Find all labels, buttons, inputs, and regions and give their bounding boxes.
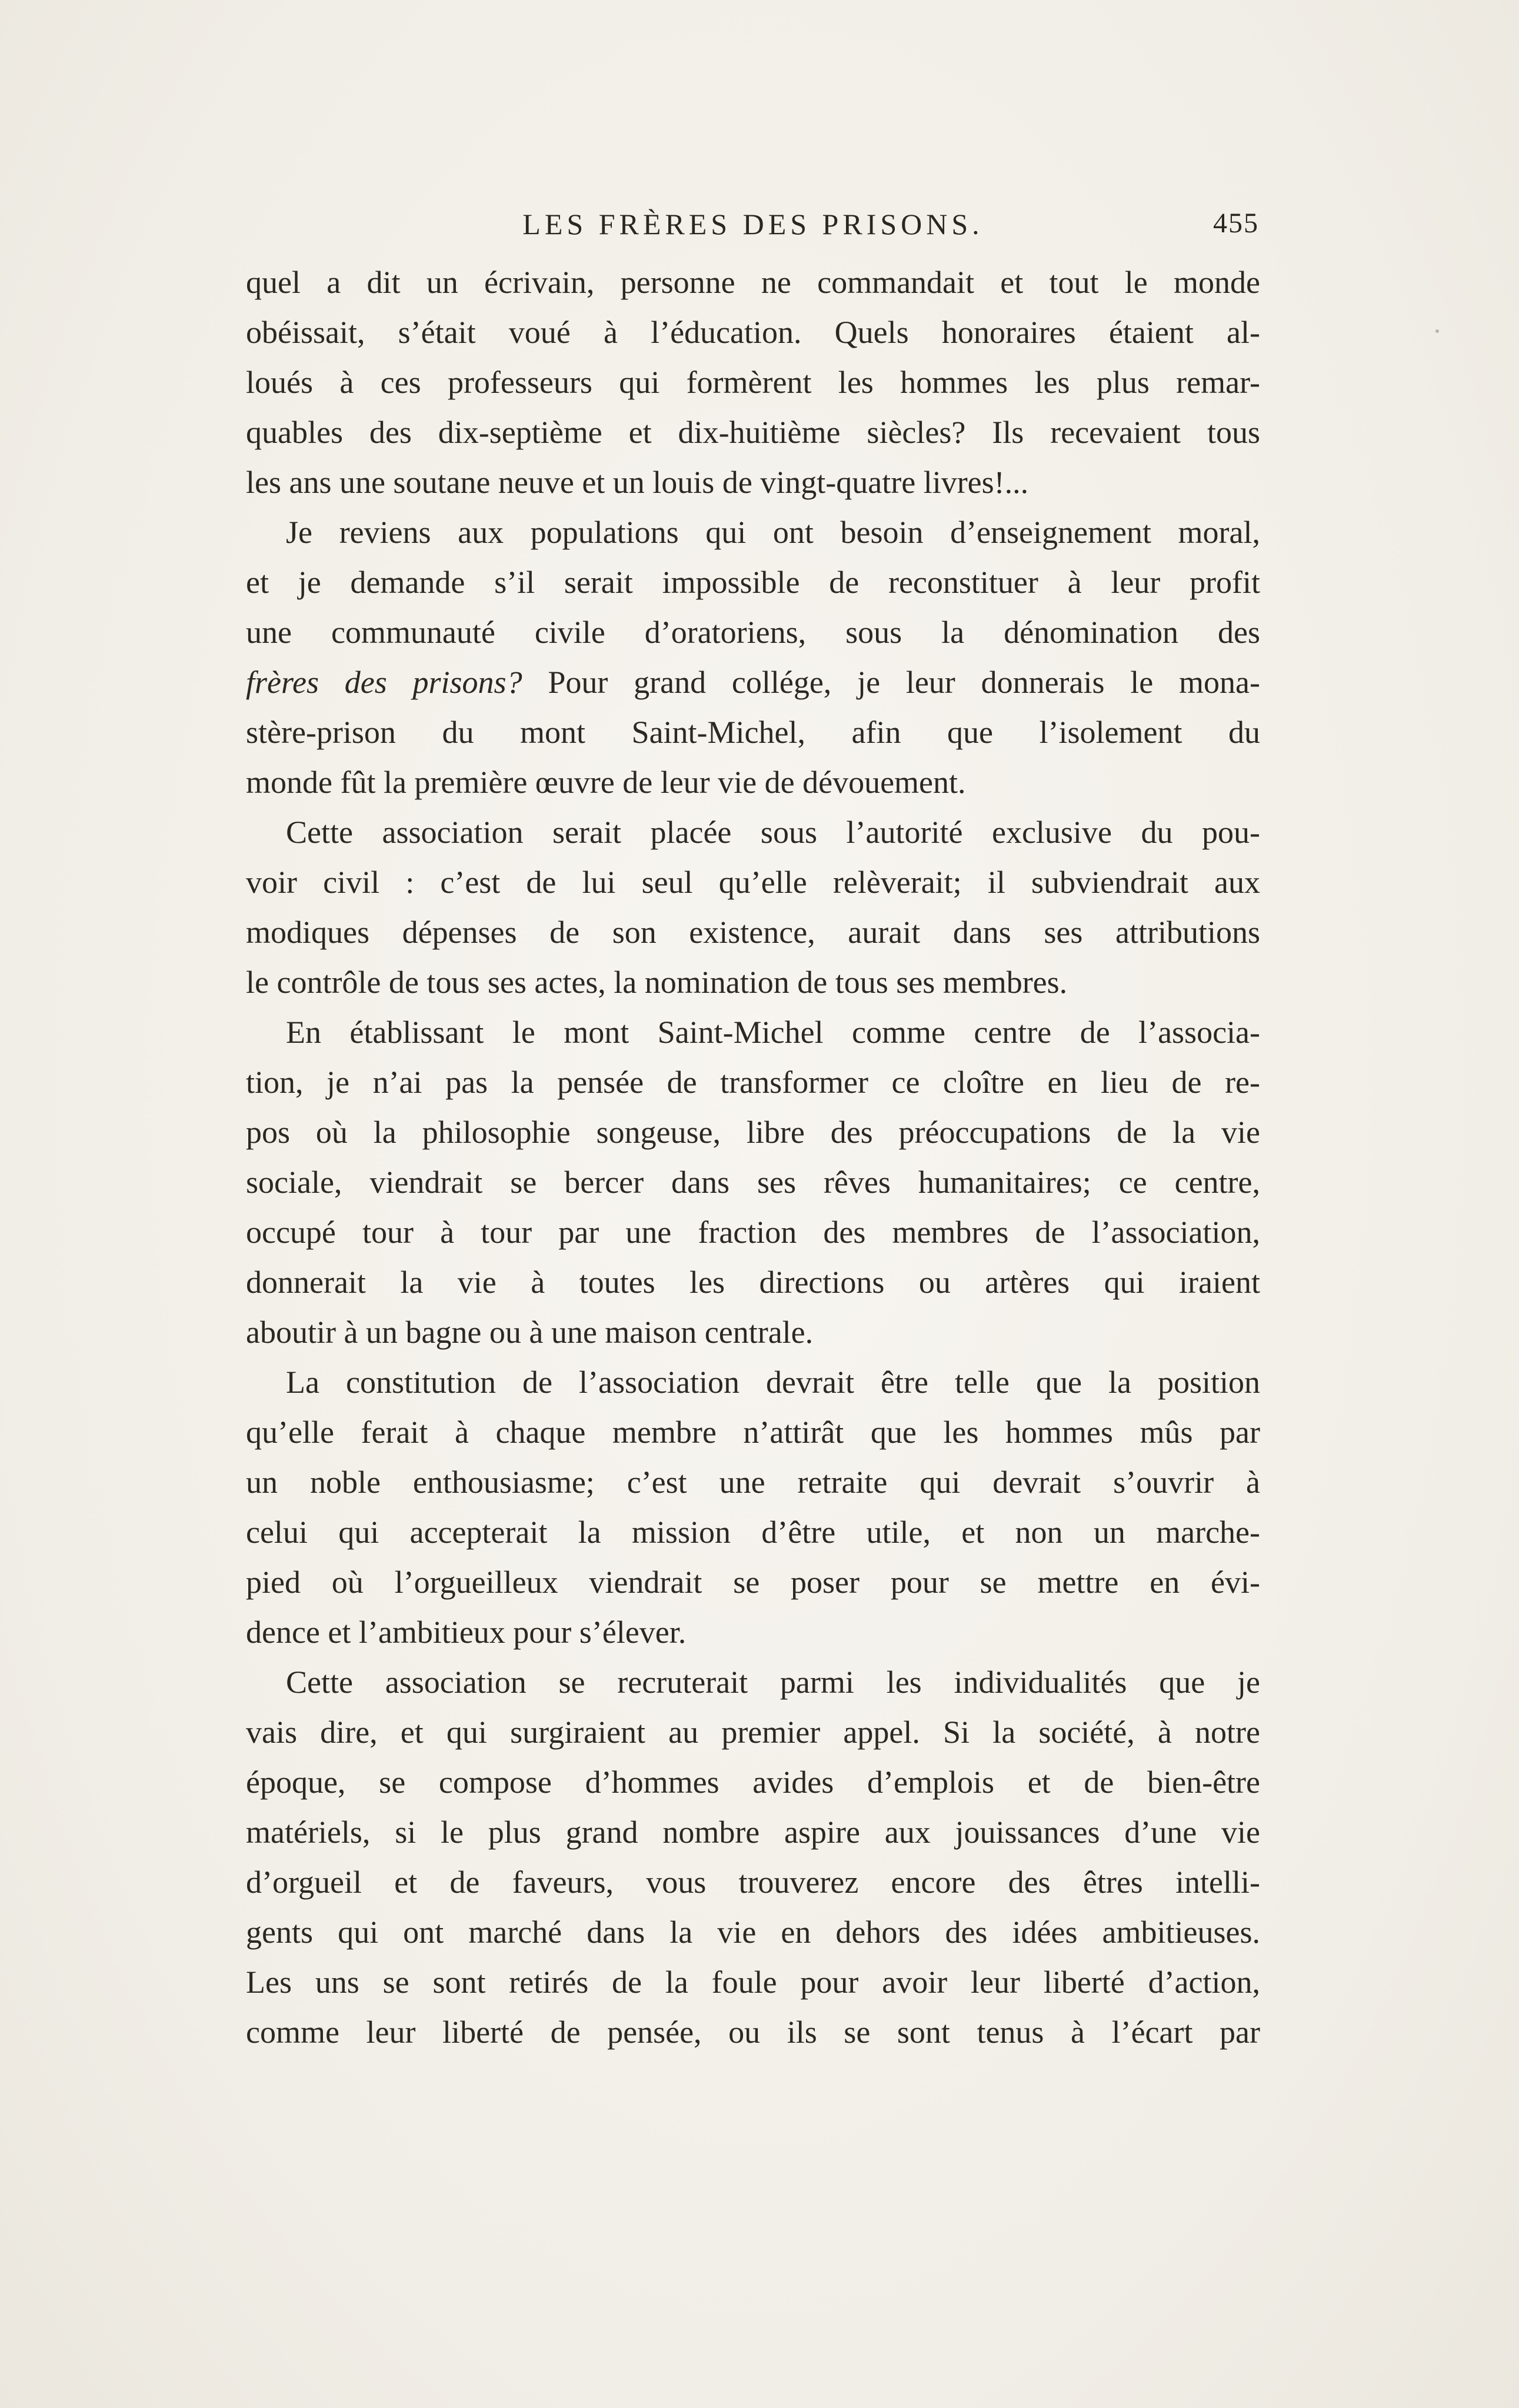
text-line: Je reviens aux populations qui ont besoin d’enseignement moral, (286, 515, 1260, 550)
text-line: La constitution de l’association devrait être telle que la position (286, 1365, 1260, 1400)
text-line (246, 658, 1260, 708)
paragraph (246, 1008, 1260, 1358)
text-line: Cette association serait placée sous l’autorité exclusive du pou- (286, 815, 1260, 850)
page-header (247, 207, 1259, 248)
text-line: monde fût la première œuvre de leur vie de dévouement. (246, 765, 966, 800)
text-line: donnerait la vie à toutes les directions ou artères qui iraient (246, 1265, 1260, 1300)
text-line: modiques dépenses de son existence, aurait dans ses attributions (246, 915, 1260, 950)
italic-phrase: frères des prisons? (246, 665, 522, 700)
page-number: 455 (1213, 208, 1259, 239)
text-line: obéissait, s’était voué à l’éducation. Quels honoraires étaient al- (246, 315, 1260, 350)
text-line: vais dire, et qui surgiraient au premier appel. Si la société, à notre (246, 1715, 1260, 1750)
text-line: stère-prison du mont Saint-Michel, afin que l’isolement du (246, 715, 1260, 750)
text-line: pied où l’orgueilleux viendrait se poser pour se mettre en évi- (246, 1565, 1260, 1600)
text-line: pos où la philosophie songeuse, libre des préoccupations de la vie (246, 1115, 1260, 1150)
text-line: Cette association se recruterait parmi les individualités que je (286, 1665, 1260, 1700)
text-line: un noble enthousiasme; c’est une retraite qui devrait s’ouvrir à (246, 1465, 1260, 1500)
text-line: gents qui ont marché dans la vie en dehors des idées ambitieuses. (246, 1915, 1260, 1950)
paragraph (246, 808, 1260, 1008)
text-line: les ans une soutane neuve et un louis de vingt-quatre livres!... (246, 465, 1029, 500)
text-line: loués à ces professeurs qui formèrent les hommes les plus remar- (246, 365, 1260, 400)
text-line: et je demande s’il serait impossible de reconstituer à leur profit (246, 565, 1260, 600)
body-text (246, 258, 1260, 2057)
running-title: LES FRÈRES DES PRISONS. (522, 208, 984, 241)
text-line: dence et l’ambitieux pour s’élever. (246, 1615, 687, 1650)
paper-speck (1435, 329, 1439, 333)
text-line: matériels, si le plus grand nombre aspire aux jouissances d’une vie (246, 1815, 1260, 1850)
text-line: Les uns se sont retirés de la foule pour avoir leur liberté d’action, (246, 1965, 1260, 2000)
text-fragment: Pour grand collége, je leur donnerais le mona- (522, 665, 1260, 700)
text-line: quel a dit un écrivain, personne ne commandait et tout le monde (246, 265, 1260, 300)
text-line: celui qui accepterait la mission d’être utile, et non un marche- (246, 1515, 1260, 1550)
text-line: comme leur liberté de pensée, ou ils se sont tenus à l’écart par (246, 2015, 1260, 2050)
paragraph (246, 258, 1260, 508)
paragraph (246, 1657, 1260, 2057)
text-line: qu’elle ferait à chaque membre n’attirât que les hommes mûs par (246, 1415, 1260, 1450)
text-line: époque, se compose d’hommes avides d’emplois et de bien-être (246, 1765, 1260, 1800)
text-line: d’orgueil et de faveurs, vous trouverez encore des êtres intelli- (246, 1865, 1260, 1900)
paragraph (246, 1358, 1260, 1657)
text-line: En établissant le mont Saint-Michel comme centre de l’associa- (286, 1015, 1260, 1050)
text-line: tion, je n’ai pas la pensée de transformer ce cloître en lieu de re- (246, 1065, 1260, 1100)
text-line: une communauté civile d’oratoriens, sous la dénomination des (246, 615, 1260, 650)
text-line: occupé tour à tour par une fraction des membres de l’association, (246, 1215, 1260, 1250)
text-line: aboutir à un bagne ou à une maison centrale. (246, 1315, 814, 1350)
text-line: voir civil : c’est de lui seul qu’elle relèverait; il subviendrait aux (246, 865, 1260, 900)
text-line: quables des dix-septième et dix-huitième siècles? Ils recevaient tous (246, 415, 1260, 450)
text-line: sociale, viendrait se bercer dans ses rêves humanitaires; ce centre, (246, 1165, 1260, 1200)
text-line: le contrôle de tous ses actes, la nomination de tous ses membres. (246, 965, 1068, 1000)
paragraph (246, 508, 1260, 808)
